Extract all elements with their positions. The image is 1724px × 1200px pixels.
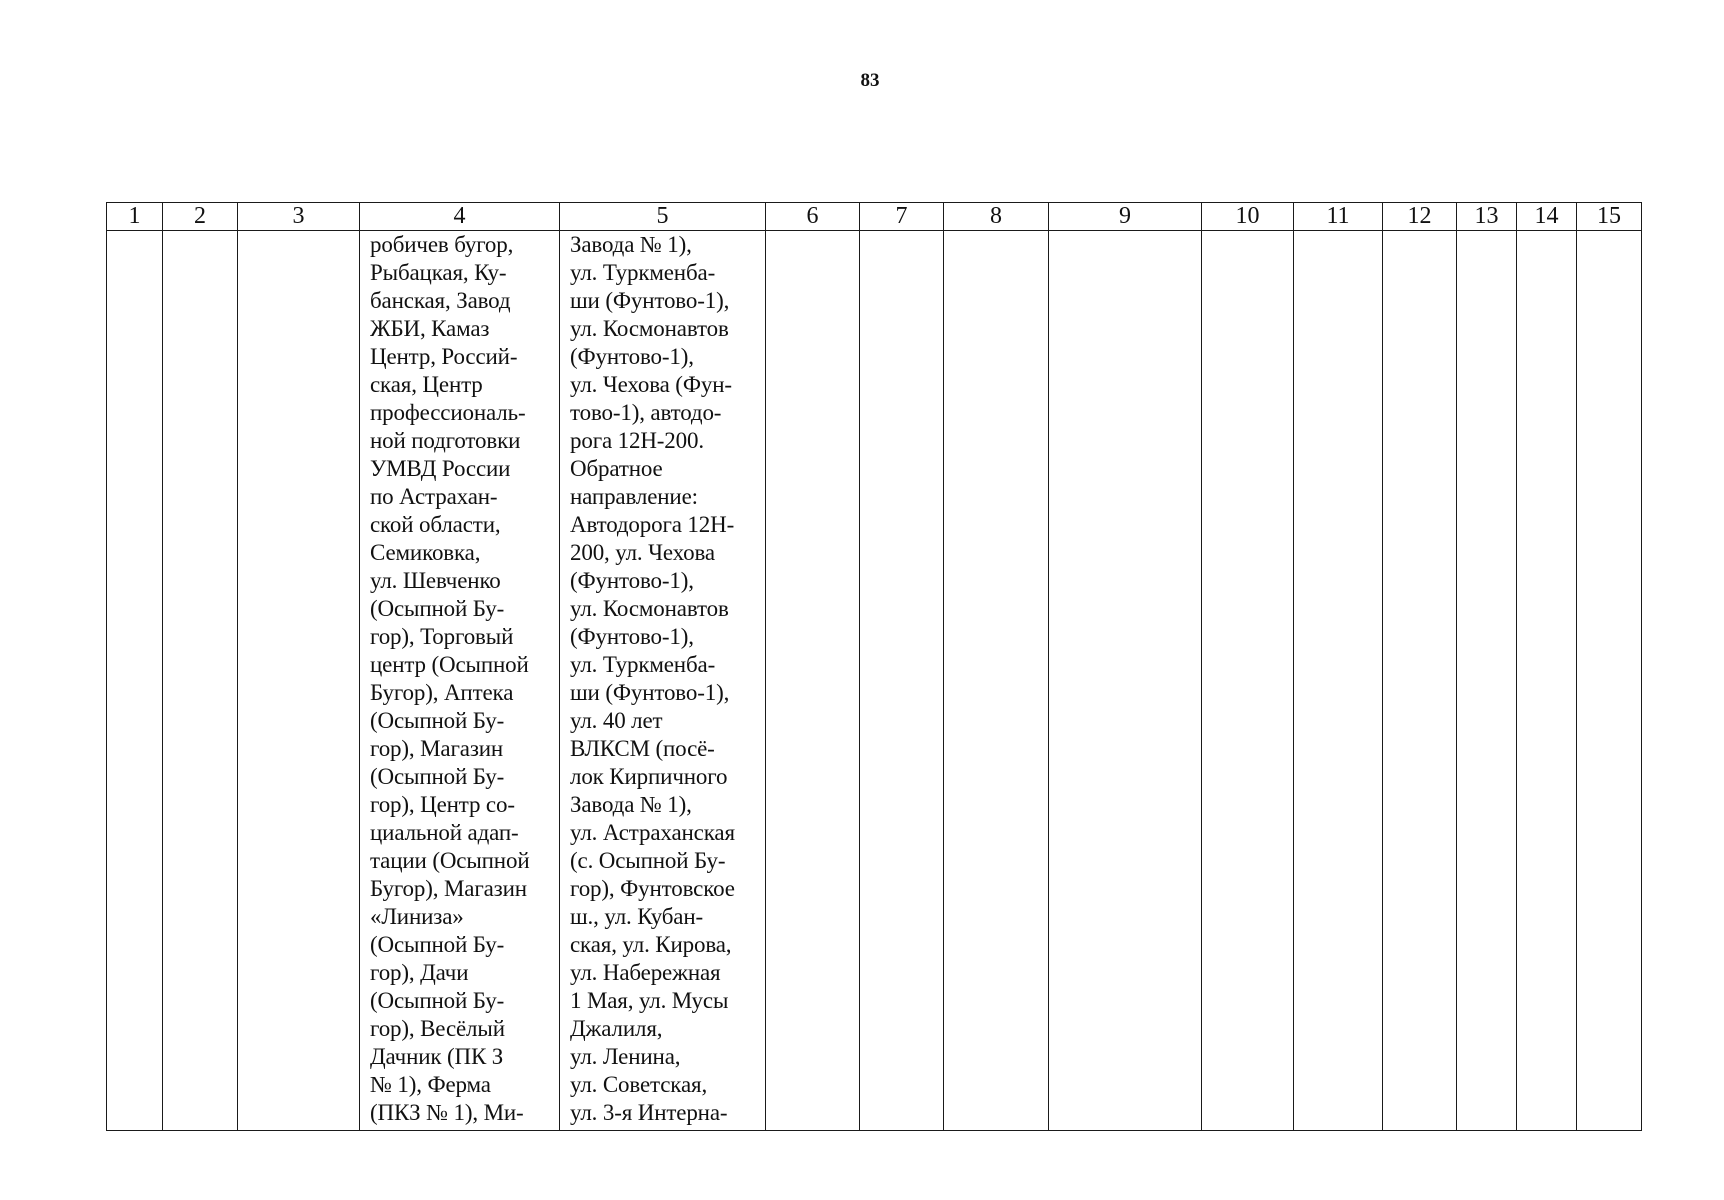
column-header-15: 15 (1577, 203, 1642, 231)
text-line: банская, Завод (370, 288, 511, 313)
text-line: (Осыпной Бу- (370, 764, 505, 789)
cell-col-3 (238, 231, 360, 1131)
text-line: ул. Космонавтов (570, 596, 729, 621)
text-line: ш., ул. Кубан- (570, 904, 704, 929)
text-line: ул. 3-я Интерна- (570, 1100, 728, 1125)
text-line: ул. Туркменба- (570, 260, 716, 285)
text-line: Семиковка, (370, 540, 481, 565)
text-line: (Фунтово-1), (570, 624, 694, 649)
cell-col-13 (1457, 231, 1517, 1131)
text-line: Бугор), Магазин (370, 876, 527, 901)
text-line: ул. Советская, (570, 1072, 708, 1097)
column-header-9: 9 (1049, 203, 1202, 231)
column-header-11: 11 (1294, 203, 1383, 231)
text-line: ул. Набережная (570, 960, 721, 985)
text-line: ул. 40 лет (570, 708, 663, 733)
text-line: направление: (570, 484, 698, 509)
cell-col-2 (163, 231, 238, 1131)
text-line: 200, ул. Чехова (570, 540, 715, 565)
text-line: ская, ул. Кирова, (570, 932, 732, 957)
table-row (107, 231, 1642, 1131)
text-line: центр (Осыпной (370, 652, 529, 677)
column-header-2: 2 (163, 203, 238, 231)
text-line: (Фунтово-1), (570, 568, 694, 593)
text-line: гор), Магазин (370, 736, 504, 761)
text-line: 1 Мая, ул. Мусы (570, 988, 729, 1013)
text-line: тации (Осыпной (370, 848, 530, 873)
column-number-row (107, 203, 1642, 231)
cell-col-4-stops (360, 231, 560, 1131)
text-line: профессиональ- (370, 400, 526, 425)
column-header-6: 6 (766, 203, 860, 231)
column-header-12: 12 (1383, 203, 1457, 231)
cell-col-7 (860, 231, 944, 1131)
text-line: гор), Фунтовское (570, 876, 735, 901)
text-line: ской области, (370, 512, 501, 537)
text-line: (ПКЗ № 1), Ми- (370, 1100, 524, 1125)
column-header-3: 3 (238, 203, 360, 231)
text-line: (Осыпной Бу- (370, 988, 505, 1013)
text-line: ной подготовки (370, 428, 521, 453)
column-header-5: 5 (560, 203, 766, 231)
text-line: Обратное (570, 456, 663, 481)
text-line: гор), Торговый (370, 624, 514, 649)
cell-col-6 (766, 231, 860, 1131)
text-line: Бугор), Аптека (370, 680, 514, 705)
text-line: по Астрахан- (370, 484, 498, 509)
text-line: ЖБИ, Камаз (370, 316, 490, 341)
text-line: ул. Ленина, (570, 1044, 681, 1069)
text-line: тово-1), автодо- (570, 400, 722, 425)
text-line: (Осыпной Бу- (370, 708, 505, 733)
text-line: (Фунтово-1), (570, 344, 694, 369)
text-line: Завода № 1), (570, 232, 692, 257)
text-line: (с. Осыпной Бу- (570, 848, 726, 873)
cell-col-5-streets (560, 231, 766, 1131)
text-line: Дачник (ПК З (370, 1044, 504, 1069)
text-line: (Осыпной Бу- (370, 932, 505, 957)
text-line: ул. Шевченко (370, 568, 501, 593)
column-header-1: 1 (107, 203, 163, 231)
column-header-4: 4 (360, 203, 560, 231)
text-line: ская, Центр (370, 372, 483, 397)
column-header-13: 13 (1457, 203, 1517, 231)
column-header-10: 10 (1202, 203, 1294, 231)
cell-col-10 (1202, 231, 1294, 1131)
text-line: ВЛКСМ (посё- (570, 736, 715, 761)
column-header-7: 7 (860, 203, 944, 231)
column-header-8: 8 (944, 203, 1049, 231)
stops-text (360, 231, 559, 1127)
streets-text (560, 231, 765, 1127)
cell-col-12 (1383, 231, 1457, 1131)
text-line: Рыбацкая, Ку- (370, 260, 507, 285)
text-line: «Линиза» (370, 904, 464, 929)
cell-col-11 (1294, 231, 1383, 1131)
text-line: (Осыпной Бу- (370, 596, 505, 621)
text-line: ул. Астраханская (570, 820, 735, 845)
cell-col-1 (107, 231, 163, 1131)
cell-col-8 (944, 231, 1049, 1131)
text-line: Джалиля, (570, 1016, 663, 1041)
text-line: гор), Весёлый (370, 1016, 505, 1041)
text-line: ши (Фунтово-1), (570, 288, 730, 313)
text-line: ул. Туркменба- (570, 652, 716, 677)
text-line: ши (Фунтово-1), (570, 680, 730, 705)
text-line: циальной адап- (370, 820, 519, 845)
text-line: № 1), Ферма (370, 1072, 491, 1097)
cell-col-9 (1049, 231, 1202, 1131)
text-line: Центр, Россий- (370, 344, 518, 369)
cell-col-15 (1577, 231, 1642, 1131)
text-line: гор), Дачи (370, 960, 469, 985)
text-line: лок Кирпичного (570, 764, 728, 789)
text-line: робичев бугор, (370, 232, 514, 257)
text-line: УМВД России (370, 456, 511, 481)
page-number: 83 (860, 70, 880, 91)
text-line: Завода № 1), (570, 792, 692, 817)
text-line: гор), Центр со- (370, 792, 515, 817)
cell-col-14 (1517, 231, 1577, 1131)
text-line: Автодорога 12Н- (570, 512, 735, 537)
text-line: рога 12Н-200. (570, 428, 704, 453)
route-table (106, 202, 1642, 1131)
column-header-14: 14 (1517, 203, 1577, 231)
text-line: ул. Космонавтов (570, 316, 729, 341)
text-line: ул. Чехова (Фун- (570, 372, 732, 397)
